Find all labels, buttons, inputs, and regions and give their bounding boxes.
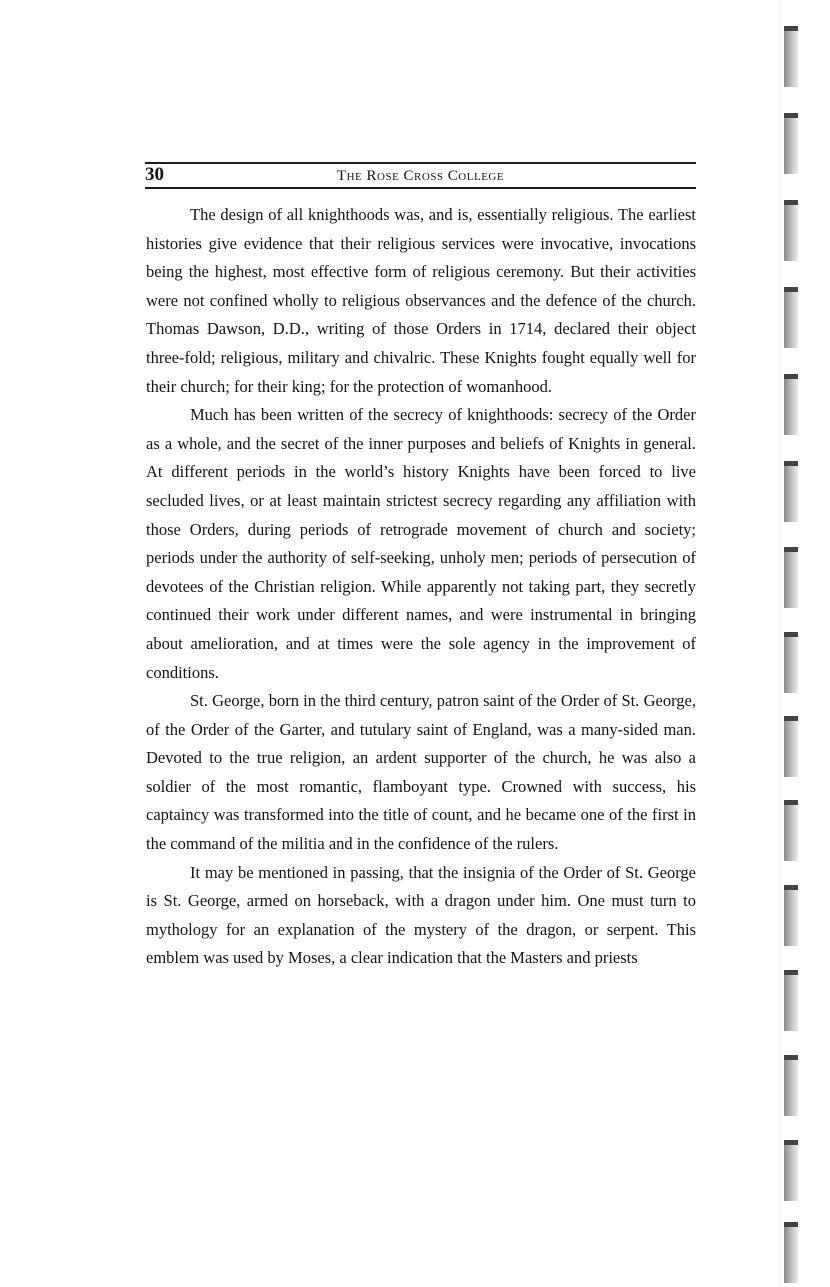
- index-tab: [784, 547, 798, 608]
- index-tab: [784, 716, 798, 777]
- index-tab: [784, 800, 798, 861]
- index-tab: [784, 461, 798, 522]
- index-tab: [784, 1055, 798, 1116]
- index-tab: [784, 287, 798, 348]
- index-tab: [784, 970, 798, 1031]
- header-bottom-rule: [145, 187, 696, 189]
- page-edge-line: [780, 0, 781, 1287]
- paragraph-insignia: It may be mentioned in passing, that the insignia of the Order of St. George is St. George, armed on horseback, with a dragon under him. One must turn to mythology for an explanation of the mystery of the dragon, or serpent. This emblem was used by Moses, a clear indication that the Masters and priests: [146, 862, 696, 968]
- header-top-rule: [145, 162, 696, 164]
- page-header: [145, 157, 696, 191]
- paragraph-secrecy: Much has been written of the secrecy of knighthoods: secrecy of the Order as a whole, and the secret of the inner purposes and beliefs of Knights in general. At different periods in the world’s history Knights have been forced to live secluded lives, or at least maintain strictest secrecy regarding any affiliation with those Orders, during periods of retrograde movement of church and society; periods under the authority of self-seeking, unholy men; periods of persecution of devotees of the Christian religion. While apparently not taking part, they secretly continued their work under different names, and were instrumental in bringing about amelioration, and at times were the sole agency in the improvement of conditions.: [146, 405, 696, 682]
- page-number: 30: [145, 164, 164, 185]
- index-tab: [784, 374, 798, 435]
- index-tab: [784, 885, 798, 946]
- index-tab: [784, 632, 798, 693]
- index-tab: [784, 26, 798, 87]
- index-tab: [784, 200, 798, 261]
- index-tab: [784, 1140, 798, 1201]
- paragraph-knighthoods-religious: The design of all knighthoods was, and is, essentially religious. The earliest histories give evidence that their religious services were invocative, invocations being the highest, most effective form of religious ceremony. But their activities were not confined wholly to religious observances and the defence of the church. Thomas Dawson, D.D., writing of those Orders in 1714, declared their object three-fold; religious, military and chivalric. These Knights fought equally well for their church; for their king; for the protection of womanhood.: [146, 205, 696, 396]
- running-head: The Rose Cross College: [336, 168, 505, 184]
- paragraph-st-george: St. George, born in the third century, patron saint of the Order of St. George, of the Order of the Garter, and tutulary saint of England, was a many-sided man. Devoted to the true religion, an ardent supporter of the church, he was also a soldier of the most romantic, flamboyant type. Crowned with success, his captaincy was transformed into the title of count, and he became one of the first in the command of the militia and in the confidence of the rulers.: [146, 691, 696, 854]
- index-tab: [784, 1222, 798, 1283]
- index-tab: [784, 113, 798, 174]
- page-edge-index-tabs: [780, 0, 830, 1287]
- body-text: [146, 201, 696, 973]
